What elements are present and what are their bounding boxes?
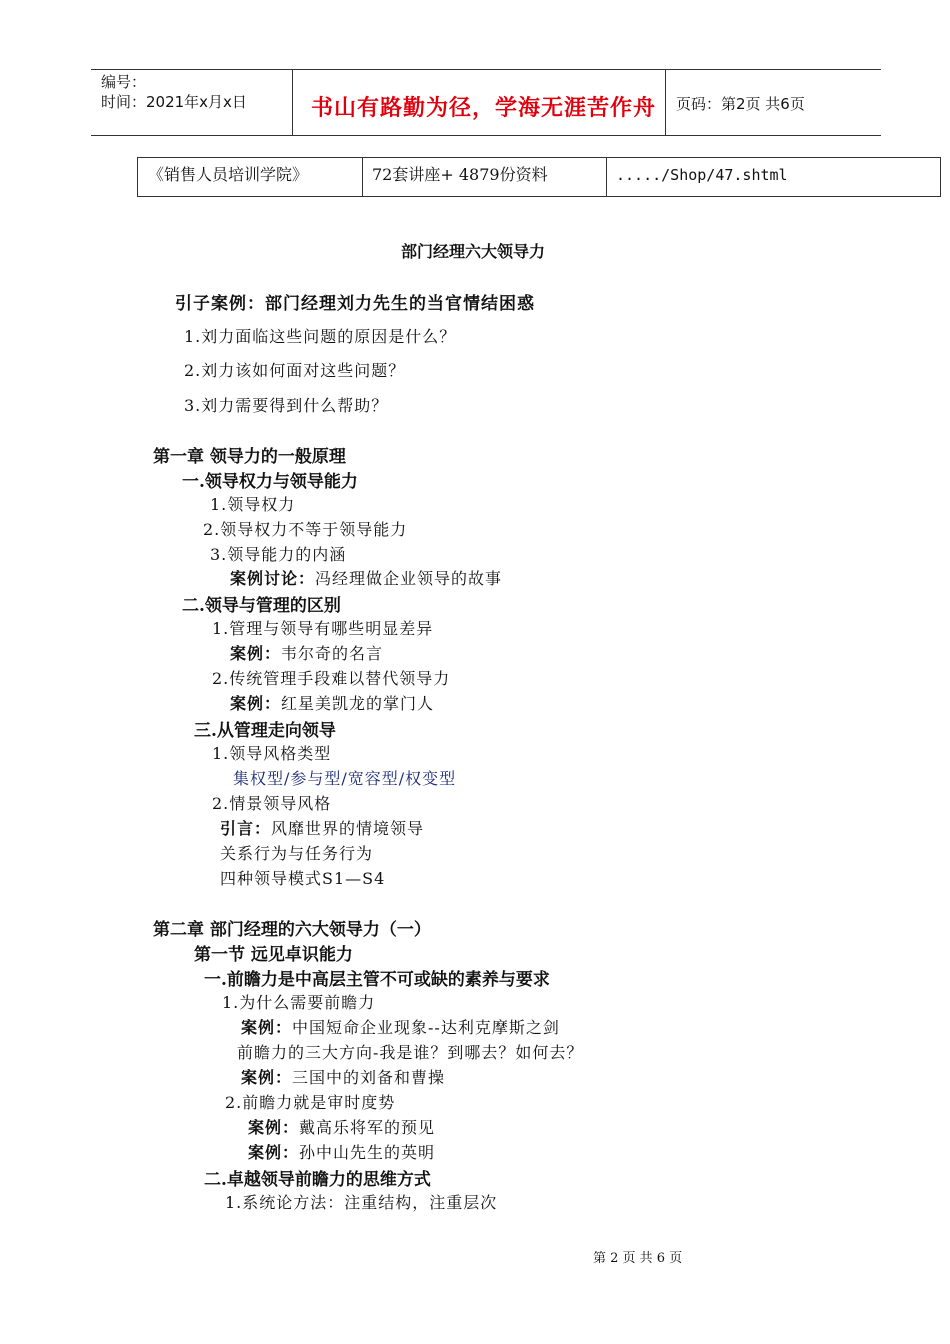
header-divider-left [292, 69, 293, 135]
ch1-s2-case-2 [230, 691, 434, 714]
ch1-section-3-title: 三.从管理走向领导 [194, 721, 336, 741]
header-bottom-rule [91, 135, 881, 136]
motto: 书山有路勤为径，学海无涯苦作舟 [311, 96, 657, 121]
document-title: 部门经理六大领导力 [401, 242, 546, 261]
page-footer: 第 2 页 共 6 页 [593, 1251, 683, 1266]
ch1-s1-item-3: 3.领导能力的内涵 [210, 545, 347, 564]
ch2-s1-line: 前瞻力的三大方向-我是谁？到哪去？如何去？ [237, 1043, 584, 1062]
case-label: 案例： [230, 644, 282, 663]
case-label: 案例： [241, 1018, 293, 1037]
ch1-s1-item-1: 1.领导权力 [210, 495, 296, 514]
case-label: 案例： [248, 1118, 300, 1137]
ch1-s3-line-1: 关系行为与任务行为 [220, 844, 374, 863]
ch1-s3-line-2: 四种领导模式S1—S4 [220, 869, 386, 888]
header-top-rule [91, 69, 881, 70]
case-text: 戴高乐将军的预见 [299, 1118, 436, 1137]
ch1-section-1-title: 一.领导权力与领导能力 [182, 472, 358, 492]
quote-label: 引言： [220, 819, 272, 838]
ch2-section-1-title: 一.前瞻力是中高层主管不可或缺的素养与要求 [204, 970, 550, 990]
ch1-s2-case-1 [230, 641, 383, 664]
info-table-divider-2 [606, 158, 607, 196]
time-label: 时间：2021年x月x日 [101, 93, 247, 111]
ch1-s2-item-1: 1.管理与领导有哪些明显差异 [212, 619, 434, 638]
info-cell-count: 72套讲座+ 4879份资料 [372, 165, 548, 184]
case-text: 冯经理做企业领导的故事 [315, 569, 503, 588]
case-text: 红星美凯龙的掌门人 [281, 694, 435, 713]
number-label: 编号： [101, 73, 147, 91]
chapter-2-section-title: 第一节 远见卓识能力 [194, 945, 353, 965]
ch1-s2-item-2: 2.传统管理手段难以替代领导力 [212, 669, 451, 688]
case-text: 三国中的刘备和曹操 [292, 1068, 446, 1087]
case-label: 案例： [230, 694, 282, 713]
page-label: 页码：第2页 共6页 [676, 95, 805, 113]
ch1-s3-quote [220, 816, 424, 839]
info-table-divider-1 [362, 158, 363, 196]
intro-question-1: 1.刘力面临这些问题的原因是什么？ [184, 327, 457, 346]
ch2-s1-case-4 [248, 1140, 435, 1163]
ch2-s1-case-3 [248, 1115, 435, 1138]
intro-heading: 引子案例：部门经理刘力先生的当官情结困惑 [175, 294, 535, 314]
ch2-s2-item-1: 1.系统论方法：注重结构，注重层次 [225, 1193, 498, 1212]
ch2-s1-item-1: 1.为什么需要前瞻力 [222, 993, 376, 1012]
info-cell-link[interactable]: ...../Shop/47.shtml [616, 166, 788, 184]
quote-text: 风靡世界的情境领导 [271, 819, 425, 838]
ch1-s3-item-1: 1.领导风格类型 [212, 744, 332, 763]
chapter-2-title: 第二章 部门经理的六大领导力（一） [153, 920, 431, 940]
ch1-s3-item-2: 2.情景领导风格 [212, 794, 332, 813]
case-label: 案例： [248, 1143, 300, 1162]
case-text: 韦尔奇的名言 [281, 644, 384, 663]
chapter-1-title: 第一章 领导力的一般原理 [153, 447, 346, 467]
intro-question-3: 3.刘力需要得到什么帮助？ [184, 396, 389, 415]
intro-question-2: 2.刘力该如何面对这些问题？ [184, 361, 406, 380]
ch1-section-2-title: 二.领导与管理的区别 [182, 596, 341, 616]
ch2-section-2-title: 二.卓越领导前瞻力的思维方式 [204, 1170, 431, 1190]
case-label: 案例： [241, 1068, 293, 1087]
header-divider-right [665, 69, 666, 135]
case-label: 案例讨论： [230, 569, 316, 588]
ch2-s1-case-1 [241, 1015, 560, 1038]
ch2-s1-item-2: 2.前瞻力就是审时度势 [225, 1093, 396, 1112]
ch2-s1-case-2 [241, 1065, 445, 1088]
info-cell-title: 《销售人员培训学院》 [148, 165, 309, 184]
ch1-s1-item-2: 2.领导权力不等于领导能力 [203, 520, 408, 539]
leadership-styles: 集权型/参与型/宽容型/权变型 [233, 769, 457, 788]
case-text: 中国短命企业现象--达利克摩斯之剑 [292, 1018, 560, 1037]
info-table [137, 157, 941, 197]
case-text: 孙中山先生的英明 [299, 1143, 436, 1162]
ch1-s1-case [230, 566, 502, 589]
